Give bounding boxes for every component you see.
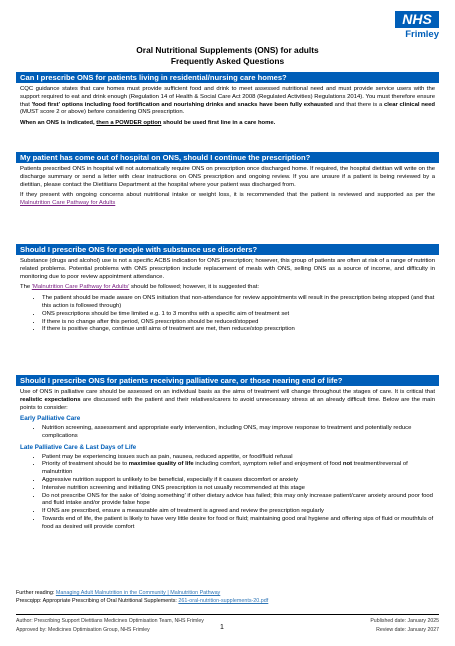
list-item: • If there is positive change, continue until aims of treatment are met, then reduce/stop prescription xyxy=(42,326,435,334)
document-subtitle: Frequently Asked Questions xyxy=(170,56,285,66)
list-item: • If there is no change after this period, ONS prescription should be reduced/stopped xyxy=(42,319,435,327)
text-bold: clear clinical need xyxy=(384,101,436,108)
subheading-late-palliative: Late Palliative Care & Last Days of Life xyxy=(20,443,137,451)
text-underlined: then a POWDER option xyxy=(96,120,162,127)
text-bold: 'food first' options including food fortification and nourishing drinks and snacks have been fully exhausted xyxy=(31,101,333,108)
list-item: • The patient should be made aware on ONS initiation that non-attendance for review appointments will result in the prescription being stopped (and that this action is followed through) xyxy=(42,295,435,311)
list-item: • If ONS are prescribed, ensure a measurable aim of treatment is agreed and review the prescription regularly xyxy=(42,508,435,516)
text: Priority of treatment should be to xyxy=(42,461,129,468)
nhs-logo: NHS xyxy=(395,11,439,28)
list-item: • Aggressive nutrition support is unlikely to be beneficial, especially if it causes discomfort or anxiety xyxy=(42,477,435,485)
text: The xyxy=(20,284,32,291)
paragraph: Patients prescribed ONS in hospital will not automatically require ONS on prescription once discharged home. If required, the hospital dietitian will write on the discharge summary or send a letter with clear instructions on ONS prescription and ongoing review. If you are unsure if a patient is being reviewed by a dietitian, please contact the Dietitians Department at the hospital where your patient was discharged from. xyxy=(20,166,435,188)
malnutrition-pathway-link[interactable]: 'Malnutrition Care Pathway for Adults' xyxy=(31,284,130,291)
org-name: Frimley xyxy=(405,29,439,40)
footer-author: Author: Prescribing Support Dietitians Medicines Optimisation Team, NHS Frimley xyxy=(16,618,204,624)
section-body xyxy=(16,255,439,334)
section-palliative-care xyxy=(16,375,439,535)
bullet-list xyxy=(20,454,435,532)
text: treatment/reversal of malnutrition xyxy=(42,461,408,476)
label: Prescqipp: Appropriate Prescribing of Oral Nutritional Supplements: xyxy=(16,597,179,604)
text: Use of ONS in palliative care should be assessed on an individual basis as the aims of treatment will change throughout the stages of care. It is critical that xyxy=(20,389,435,395)
paragraph xyxy=(20,86,435,117)
section-care-homes xyxy=(16,72,439,131)
section-substance-use xyxy=(16,244,439,337)
text: (MUST score 2 or above) before considering ONS prescription. xyxy=(20,109,185,116)
label: Further reading: xyxy=(16,590,56,596)
malnutrition-pathway-community-link[interactable]: Managing Adult Malnutrition in the Community | Malnutrition Pathway xyxy=(55,590,221,596)
prescqipp-pdf-link[interactable]: 261-oral-nutrition-supplements-20.pdf xyxy=(178,597,269,604)
bullet-list xyxy=(20,295,435,334)
subheading-early-palliative: Early Palliative Care xyxy=(20,415,81,423)
list-item: • Intensive nutrition screening and initiating ONS prescription is not usually recommended at this stage xyxy=(42,485,435,493)
page-number: 1 xyxy=(220,624,224,631)
text: including comfort, symptom relief and enjoyment of food xyxy=(193,461,343,468)
footer-published-date: Published date: January 2025 xyxy=(370,618,439,624)
paragraph xyxy=(20,284,435,292)
section-heading: Should I prescribe ONS for patients receiving palliative care, or those nearing end of life? xyxy=(16,375,439,386)
list-item: • Nutrition screening, assessment and appropriate early intervention, including ONS, may improve response to treatment and potentially reduce complications xyxy=(42,425,435,441)
footer-divider xyxy=(16,614,439,615)
text-bold: realistic expectations xyxy=(20,396,81,403)
list-item: • Towards end of life, the patient is likely to have very little desire for food or fluid; maintaining good oral hygiene and offering sips of fluid or mouthfuls of food as desired will provide comfort xyxy=(42,516,435,532)
list-item: • ONS prescriptions should be time limited e.g. 1 to 3 months with a specific aim of treatment set xyxy=(42,311,435,319)
bullet-list xyxy=(20,425,435,441)
prescqipp-line xyxy=(16,598,268,606)
footer-review-date: Review date: January 2027 xyxy=(376,627,439,633)
further-reading-line xyxy=(16,590,268,598)
section-hospital-discharge xyxy=(16,152,439,211)
text: CQC guidance states that care homes must provide sufficient food and drink to meet assessed nutritional need and must provide service users with the support required to eat and drink enough (Regulation 14 of Health & Social Care Act 2008 (Regulated Activities) Regulations 2014). You must therefore ensure that xyxy=(20,86,435,108)
section-heading: My patient has come out of hospital on ONS, should I continue the prescription? xyxy=(16,152,439,163)
section-body xyxy=(16,386,439,532)
footer-approved-by: Approved by: Medicines Optimisation Group, NHS Frimley xyxy=(16,627,150,633)
section-body xyxy=(16,163,439,208)
malnutrition-pathway-link[interactable]: Malnutrition Care Pathway for Adults xyxy=(20,200,116,207)
paragraph xyxy=(20,120,435,128)
text: and that there is a xyxy=(332,101,385,108)
text: should be followed; however, it is suggested that: xyxy=(129,284,260,291)
list-item: • Do not prescribe ONS for the sake of 'doing something' if other dietary advice has failed; this may only increase patient/carer anxiety around poor food and fluid intake and/or provide false hope xyxy=(42,493,435,509)
text: If they present with ongoing concerns about nutritional intake or weight loss, it is recommended that the patient is reviewed and supported as per the xyxy=(20,192,435,199)
document-title: Oral Nutritional Supplements (ONS) for adults xyxy=(136,45,319,55)
paragraph: Substance (drugs and alcohol) use is not a specific ACBS indication for ONS prescription; however, this group of patients are often at risk of a range of nutrition related problems. Potential problems with ONS prescription include replacement of meals with ONS, selling ONS as a source of income, and difficulty in monitoring due to poor review appointment attendance. xyxy=(20,258,435,280)
text: When an ONS is indicated, xyxy=(20,120,97,127)
list-item: • Patient may be experiencing issues such as pain, nausea, reduced appetite, or food/fluid refusal xyxy=(42,454,435,462)
paragraph xyxy=(20,192,435,208)
list-item xyxy=(42,461,435,477)
section-body xyxy=(16,83,439,128)
paragraph xyxy=(20,389,435,412)
section-heading: Should I prescribe ONS for people with substance use disorders? xyxy=(16,244,439,255)
section-heading: Can I prescribe ONS for patients living in residential/nursing care homes? xyxy=(16,72,439,83)
text-bold: maximise quality of life xyxy=(128,461,194,468)
text: are discussed with the patient and their relatives/carers to avoid unnecessary stress at an already difficult time. Below are the main points to consider: xyxy=(20,396,435,411)
text-bold: not xyxy=(342,461,353,468)
further-reading xyxy=(16,590,268,606)
text: should be used first line in a care home. xyxy=(161,120,276,127)
